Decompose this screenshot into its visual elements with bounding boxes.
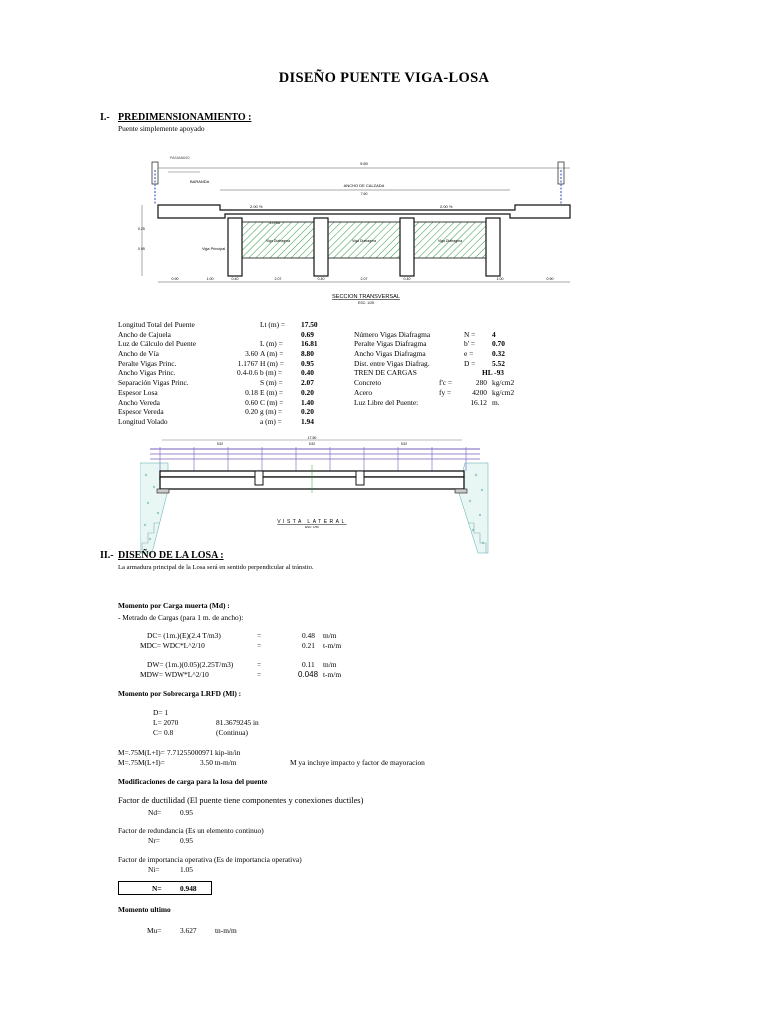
calzada-dim: 7.60 bbox=[360, 192, 368, 196]
md-row-mdw: MDW= WDW*L^2/10 = 0.048 t-m/m bbox=[140, 670, 342, 679]
mods-ductility: Factor de ductilidad (El puente tiene componentes y conexiones ductiles) bbox=[118, 796, 364, 805]
md-row-dw: DW= (1m.)(0.05)(2.25T/m3) = 0.11 tn/m bbox=[147, 660, 337, 669]
viga-principal-label: Viga Principal bbox=[202, 247, 226, 251]
svg-text:0.40: 0.40 bbox=[317, 277, 325, 281]
cross-section-scale: ESC: 1/25 bbox=[358, 301, 374, 305]
n-label: N= bbox=[152, 884, 162, 893]
param-row: Luz Libre del Puente: 16.12 m. bbox=[354, 397, 500, 407]
svg-text:0.90: 0.90 bbox=[546, 277, 554, 281]
diaphragm-label-3: Viga Diafragma bbox=[437, 239, 463, 243]
mods-nr-label: Nr= bbox=[148, 836, 160, 845]
ml-d: D= 1 bbox=[153, 708, 169, 717]
slope-right: 2.00 % bbox=[440, 204, 453, 209]
side-view-caption: VISTA LATERAL bbox=[277, 519, 347, 525]
section2-intro: La armadura principal de la Losa será en sentido perpendicular al tránsito. bbox=[118, 564, 314, 571]
girder-2 bbox=[314, 218, 328, 276]
md-row-mdc: MDC= WDC*L^2/10 = 0.21 t-m/m bbox=[140, 641, 342, 650]
param-row: Ancho Vigas Diafragma e = 0.32 bbox=[354, 349, 505, 359]
param-row: Separación Vigas Princ. S (m) = 2.07 bbox=[118, 378, 314, 388]
page-title: DISEÑO PUENTE VIGA-LOSA bbox=[278, 70, 490, 86]
mods-heading: Modificaciones de carga para la losa del puente bbox=[118, 777, 268, 786]
param-row: Longitud Total del Puente Lt (m) = 17.50 bbox=[118, 320, 318, 329]
params-right-table bbox=[354, 330, 524, 408]
param-row: Dist. entre Vigas Diafrag. D = 5.52 bbox=[354, 358, 505, 368]
section2-heading: DISEÑO DE LA LOSA : bbox=[118, 550, 224, 561]
slope-left: 2.00 % bbox=[250, 204, 263, 209]
side-view-scale: ESC: 1/50 bbox=[305, 525, 319, 529]
svg-text:0.95: 0.95 bbox=[138, 247, 145, 251]
svg-text:0.25: 0.25 bbox=[138, 227, 145, 231]
param-row: Longitud Volado a (m) = 1.94 bbox=[118, 416, 314, 426]
cross-section-caption: SECCION TRANSVERSAL bbox=[332, 294, 400, 300]
svg-text:5.52: 5.52 bbox=[400, 442, 408, 446]
top-dim-label: 9.80 bbox=[360, 161, 368, 166]
ml-m2-val: 3.50 tn-m/m bbox=[200, 758, 237, 767]
ml-m2-note: M ya incluye impacto y factor de mayoracion bbox=[290, 758, 425, 767]
ml-m1-val: 7.71255000971 kip-in/in bbox=[167, 748, 241, 757]
section2-number: II.- bbox=[100, 550, 114, 561]
side-view-drawing bbox=[140, 435, 495, 555]
svg-text:2.07: 2.07 bbox=[274, 277, 282, 281]
svg-text:0.40: 0.40 bbox=[231, 277, 239, 281]
cross-section-drawing bbox=[130, 150, 580, 310]
mods-ni-val: 1.05 bbox=[180, 865, 193, 874]
ml-m1-label: M=.75M(L+I)= bbox=[118, 748, 165, 757]
md-heading: Momento por Carga muerta (Md) : bbox=[118, 601, 230, 610]
param-row: Ancho de Vía 3.60 A (m) = 8.80 bbox=[118, 349, 314, 359]
section1-number: I.- bbox=[100, 112, 110, 123]
params-left-table bbox=[118, 320, 318, 427]
girder-3 bbox=[400, 218, 414, 276]
ml-c-val: (Continua) bbox=[216, 728, 249, 737]
param-row: Concreto f'c = 280 kg/cm2 bbox=[354, 378, 515, 388]
param-row: Espesor Losa 0.18 E (m) = 0.20 bbox=[118, 387, 314, 397]
ancho-calzada-label: ANCHO DE CALZADA bbox=[343, 183, 385, 188]
diaphragm-label-2: Viga Diafragma bbox=[351, 239, 377, 243]
param-row: Peralte Vigas Princ. 1.1767 H (m) = 0.95 bbox=[118, 358, 314, 368]
mods-ni-label: Ni= bbox=[148, 865, 160, 874]
param-row: Luz de Cálculo del Puente L (m) = 16.81 bbox=[118, 339, 318, 349]
param-row: Ancho Vigas Princ. 0.4-0.6 b (m) = 0.40 bbox=[118, 368, 314, 378]
diaphragm-label-1: Viga Diafragma bbox=[265, 239, 291, 243]
param-row: TREN DE CARGAS HL -93 bbox=[354, 368, 504, 378]
mods-importance: Factor de importancia operativa (Es de importancia operativa) bbox=[118, 855, 302, 864]
param-row: Peralte Vigas Diafragma b' = 0.70 bbox=[354, 339, 505, 349]
mu-heading: Momento ultimo bbox=[118, 905, 171, 914]
girder-1 bbox=[228, 218, 242, 276]
ml-l-val: 81.3679245 in bbox=[216, 718, 259, 727]
md-metrado: - Metrado de Cargas (para 1 m. de ancho): bbox=[118, 613, 244, 622]
section1-subtitle: Puente simplemente apoyado bbox=[118, 124, 205, 133]
md-row-dc: DC= (1m.)(E)(2.4 T/m3) = 0.48 tn/m bbox=[147, 631, 337, 640]
section1-heading: PREDIMENSIONAMIENTO : bbox=[118, 112, 252, 123]
ml-m2-label: M=.75M(L+I)= bbox=[118, 758, 165, 767]
param-row: Ancho de Cajuela 0.69 bbox=[118, 329, 314, 339]
param-row: Número Vigas Diafragma N = 4 bbox=[354, 329, 496, 339]
mods-nd-val: 0.95 bbox=[180, 808, 193, 817]
svg-text:1.00: 1.00 bbox=[496, 277, 504, 281]
mods-nd-label: Nd= bbox=[148, 808, 162, 817]
mu-label: Mu= bbox=[147, 926, 162, 935]
n-result-box bbox=[118, 881, 212, 895]
mu-unit: tn-m/m bbox=[215, 926, 237, 935]
ml-l: L= 2070 bbox=[153, 718, 179, 727]
svg-text:0.90: 0.90 bbox=[171, 277, 179, 281]
svg-text:0.40: 0.40 bbox=[403, 277, 411, 281]
deck-slab bbox=[158, 205, 570, 218]
baranda-label: BARANDA bbox=[190, 179, 210, 184]
mu-value: 3.627 bbox=[180, 926, 197, 935]
mods-nr-val: 0.95 bbox=[180, 836, 193, 845]
param-row: Acero fy = 4200 kg/cm2 bbox=[354, 387, 515, 397]
svg-text:PASAMANO: PASAMANO bbox=[170, 156, 190, 160]
side-top-dim: 17.50 bbox=[307, 436, 317, 440]
svg-text:2.07: 2.07 bbox=[360, 277, 368, 281]
mods-redundancy: Factor de redundancia (Es un elemento continuo) bbox=[118, 826, 264, 835]
param-row: Ancho Vereda 0.60 C (m) = 1.40 bbox=[118, 397, 314, 407]
ml-c: C= 0.8 bbox=[153, 728, 174, 737]
svg-text:5.52: 5.52 bbox=[216, 442, 224, 446]
svg-text:5.52: 5.52 bbox=[308, 442, 316, 446]
girder-4 bbox=[486, 218, 500, 276]
param-row: Espesor Vereda 0.20 g (m) = 0.20 bbox=[118, 407, 314, 417]
ml-heading: Momento por Sobrecarga LRFD (Ml) : bbox=[118, 689, 242, 698]
n-value: 0.948 bbox=[180, 884, 197, 893]
svg-text:1.00: 1.00 bbox=[206, 277, 214, 281]
